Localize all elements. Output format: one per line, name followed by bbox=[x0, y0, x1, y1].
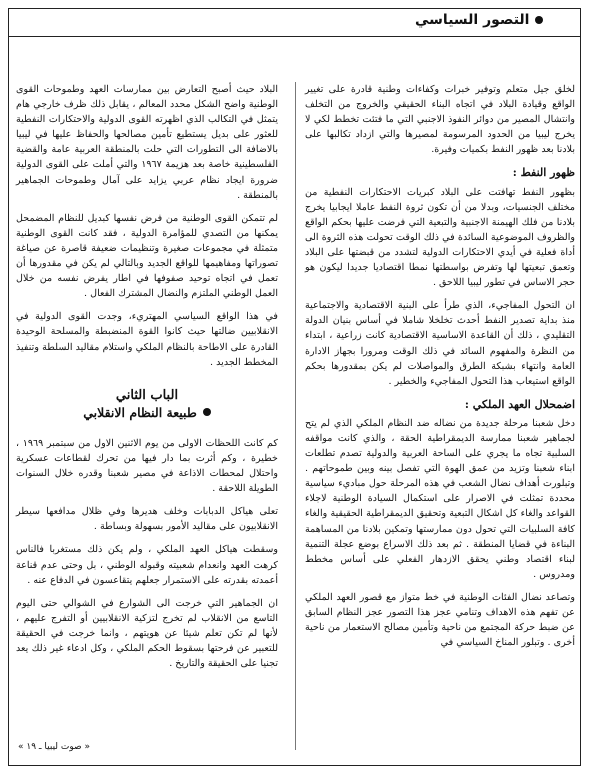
chapter-title: الباب الثاني bbox=[115, 387, 179, 403]
left-paragraph-1: البلاد حيث أصبح التعارض بين ممارسات العهد وطموحات القوى الوطنية واضح الشكل محدد المعالم ، يقابل ذلك ظرف خارجي هام يتمثل في التكالب الذي اظهرته القوى الدولية والاحتكارات النفطية للعثور على بديل يستطيع تأمين مصالحها والحفاظ عليها في ليبيا بالاضافة الى التطورات التي حلت بالمنطقة العربية عامة والقضية الفلسطينية خاصة بعد هزيمة ١٩٦٧ والتي أملت على القوى الدولية ضرورة ايجاد نظام عربي يزايد على آمال وطموحات الجماهير بالمنطقة . bbox=[16, 84, 278, 201]
section-title: التصور السياسي bbox=[415, 12, 530, 28]
left-paragraph-3: في هذا الواقع السياسي المهتريء، وجدت القوى الدولية في الانقلابيين ضالتها حيث كانوا القوة المنضبطة والمسلحة الوحيدة القادرة على الاطاحة بالنظام الملكي واستلام مقاليد السلطة وتنفيذ المخطط الجديد . bbox=[16, 311, 278, 368]
oil-paragraph-2: ان التحول المفاجيء، الذي طرأ على البنية الاقتصادية والاجتماعية منذ بداية تصدير النفط أحدث تخلخلا شاملا في أساس بنيان الدولة التقليدي ، ذلك أن القاعدة الاساسية الاقتصادية كانت زراعية ، ابتداء من النظرة والمفهوم السائد في ذلك الوقت ومرورا بجهاز الادارة العامة وانتهاء بشبكة الطرق والمواصلات لم يكن بمقدورها بحكم الواقع استيعاب هذا التحول المفاجيء والخطير . bbox=[305, 300, 575, 387]
monarchy-paragraph-2: وتصاعد نضال الفئات الوطنية في خط متواز مع قصور العهد الملكي عن تفهم هذه الاهداف وتنامي عجز هذا التصور عجز النظام السابق عن ضبط حركة المجتمع من ناحية وتأمين مصالح الاستعمار من ناحية أخرى . وتبلور المناخ السياسي في bbox=[305, 591, 575, 649]
bullet-icon bbox=[203, 408, 211, 416]
intro-paragraph: لخلق جيل متعلم وتوفير خبرات وكفاءات وطنية قادرة على تغيير الواقع وقيادة البلاد في اتجاه البناء الحقيقي والخروج من التخلف وانتشال المصير من دوائر النفوذ الاجنبي التي ما فتئت تخطط لكي لا يخرج ليبيا من الحدود المرسومة لمصيرها والتي ازداد تكالبها على بلادنا بعد ظهور النفط بكميات وفيرة. bbox=[305, 84, 575, 156]
left-paragraph-2: لم تتمكن القوى الوطنية من فرض نفسها كبديل للنظام المضمحل يمكنها من التصدي للمؤامرة الدولية ، فقد كانت القوى الوطنية متمثلة في مجموعات صغيرة وتنظيمات ضعيفة قاصرة عن صياغة تصوراتها ومفاهيمها للواقع الجديد وبالتالي لم يكن في مقدورها أن تعمل في اتجاه توحيد صفوفها في اطار يفرض نفسه من خلال العمل الوطني الملتزم والنضال المشترك الفعال . bbox=[16, 212, 278, 300]
right-column bbox=[305, 82, 575, 658]
page-footer: « صوت ليبيا ـ ١٩ » bbox=[18, 742, 91, 752]
header-divider bbox=[8, 36, 581, 37]
left-paragraph-7: ان الجماهير التي خرجت الى الشوارع في الشوالي حتى اليوم التاسع من الانقلاب لم تخرج لتزكية الانقلابيين أو التفرج عليهم ، لأنها لم تكن تعلم شيئا عن هويتهم ، وانما خرجت في الحقيقة للتعبير عن فرحتها بسقوط الحكم الملكي ، وكل ادعاء غير ذلك يعد تجنيا على الحقيقة والتاريخ . bbox=[16, 597, 278, 670]
left-paragraph-4: كم كانت اللحظات الاولى من يوم الاثنين الاول من سبتمبر ١٩٦٩ ، خطيرة ، وكم أثرت بما دار فيها من تحرك لقطاعات عسكرية واحتلال لمحطات الاذاعة في مصير شعبنا وقدره خلال السنوات الطويلة اللاحقة . bbox=[16, 437, 278, 495]
oil-paragraph-1: بظهور النفط تهافتت على البلاد كبريات الاحتكارات النفطية من مختلف الجنسيات، وبدلا من أن تكون ثروة النفط عاملا ايجابيا يخرج بلادنا من فلك الهيمنة الاجنبية والتبعية التي فرضت عليها بحكم الواقع والظروف الموضوعية السائدة في ذلك الوقت تحولت هذه الثروة الى أداة فعلية في أيدي الاحتكارات الدولية لتشدد من قبضتها على البلاد وتعمق تبعيتها لها وتفرض بواسطتها نمطا اقتصاديا جديدا ليكون هو حجر الاساس في تطور ليبيا اللاحق . bbox=[305, 186, 575, 289]
left-paragraph-6: وسقطت هياكل العهد الملكي ، ولم يكن ذلك مستغربا فالناس كرهت العهد وانعدام شعبيته وقبوله الوطني ، بل وحتى عدم قناعة أعمدته بقدرته على الاستمرار جعلهم يتقاعسون في الدفاع عنه . bbox=[16, 544, 278, 586]
left-column bbox=[16, 82, 278, 679]
left-paragraph-5: تعلى هياكل الدبابات وخلف هديرها وفي ظلال مدافعها سيطر الانقلابيون على مقاليد الأمور بسهولة وبساطة . bbox=[16, 506, 278, 533]
section-header bbox=[415, 8, 575, 32]
chapter-subtitle bbox=[16, 405, 278, 420]
column-divider bbox=[295, 82, 296, 750]
chapter-subtitle-text: طبيعة النظام الانقلابي bbox=[83, 404, 197, 420]
bullet-icon bbox=[535, 16, 543, 24]
monarchy-section-heading: اضمحلال العهد الملكي : bbox=[464, 397, 575, 411]
oil-section-heading: ظهور النفط : bbox=[512, 166, 575, 180]
monarchy-paragraph-1: دخل شعبنا مرحلة جديدة من نضاله ضد النظام الملكي الذي لم يتح لجماهير شعبنا ممارسة الديمقراطية الحقة ، والذي كانت مواقفه السلبية تجاه ما يجري على الساحة العربية والدولية تصدم تطلعات ابناء شعبنا وتزيد من عمق الهوة التي تفصل بينه وبين طموحاتهم . وتبلورت أهداف نضال الشعب في هذه المرحلة حول مباديء سياسية محددة تمثلت في الاصرار على استكمال السيادة الوطنية لاجلاء القواعد والغاء كل اشكال التبعية وتحقيق الديمقراطية الحقيقية والغاء كافة السلبيات التي تحول دون ممارستها وتمكين بلادنا من المساهمة البناءة في قضايا المنطقة . ثم بعد ذلك الاسراع بوضع عجلة التنمية لبناء اقتصاد وطني يحقق الازدهار الفعلي على أساس مخطط ومدروس . bbox=[305, 417, 575, 580]
